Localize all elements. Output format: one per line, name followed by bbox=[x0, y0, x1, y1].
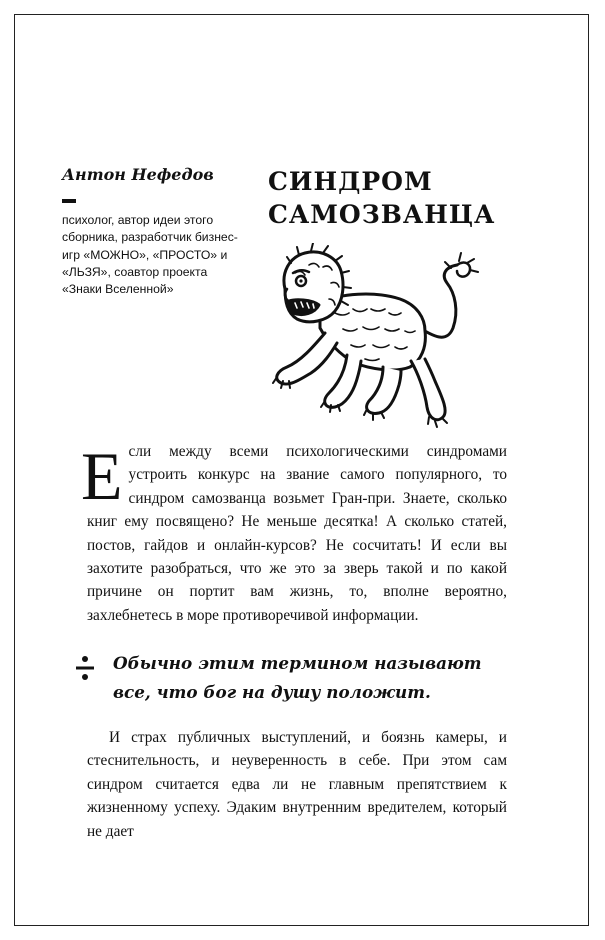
divide-icon bbox=[75, 654, 95, 682]
chapter-title bbox=[268, 165, 495, 231]
lead-paragraph bbox=[81, 438, 507, 627]
drop-cap: Е bbox=[81, 438, 123, 514]
lead-text: сли между всеми психологическими синдромами устроить конкурс на звание самого популярного, то синдром самозванца возьмет Гран-при. Знаете, сколько книг ему посвящено? Не меньше десятка! А сколько статей, постов, гайдов и онлайн-курсов? Не сосчитать! И если вы захотите разобраться, что же это за зверь такой и по какой причине он портит вам жизнь, то, вполне вероятно, захлебнетесь в море противоречивой информации. bbox=[87, 443, 507, 624]
author-bio: психолог, автор идеи этого сборника, разработчик бизнес-игр «МОЖНО», «ПРОСТО» и «ЛЬЗЯ», соавтор проекта «Знаки Вселенной» bbox=[62, 213, 238, 297]
author-divider bbox=[62, 199, 76, 203]
lion-creature-illustration bbox=[265, 243, 510, 438]
pull-quote: Обычно этим термином называют все, что бог на душу положит. bbox=[113, 653, 482, 702]
author-name: Антон Нефедов bbox=[62, 165, 214, 184]
body-paragraph: И страх публичных выступлений, и боязнь камеры, и стеснительность, и неуверенность в себе. При этом сам синдром считается едва ли не главным препятствием к жизненному успеху. Эдаким внутренним вредителем, который не дает bbox=[87, 729, 507, 840]
chapter-title-line1: СИНДРОМ bbox=[268, 167, 433, 196]
chapter-title-line2: САМОЗВАНЦА bbox=[268, 200, 496, 229]
